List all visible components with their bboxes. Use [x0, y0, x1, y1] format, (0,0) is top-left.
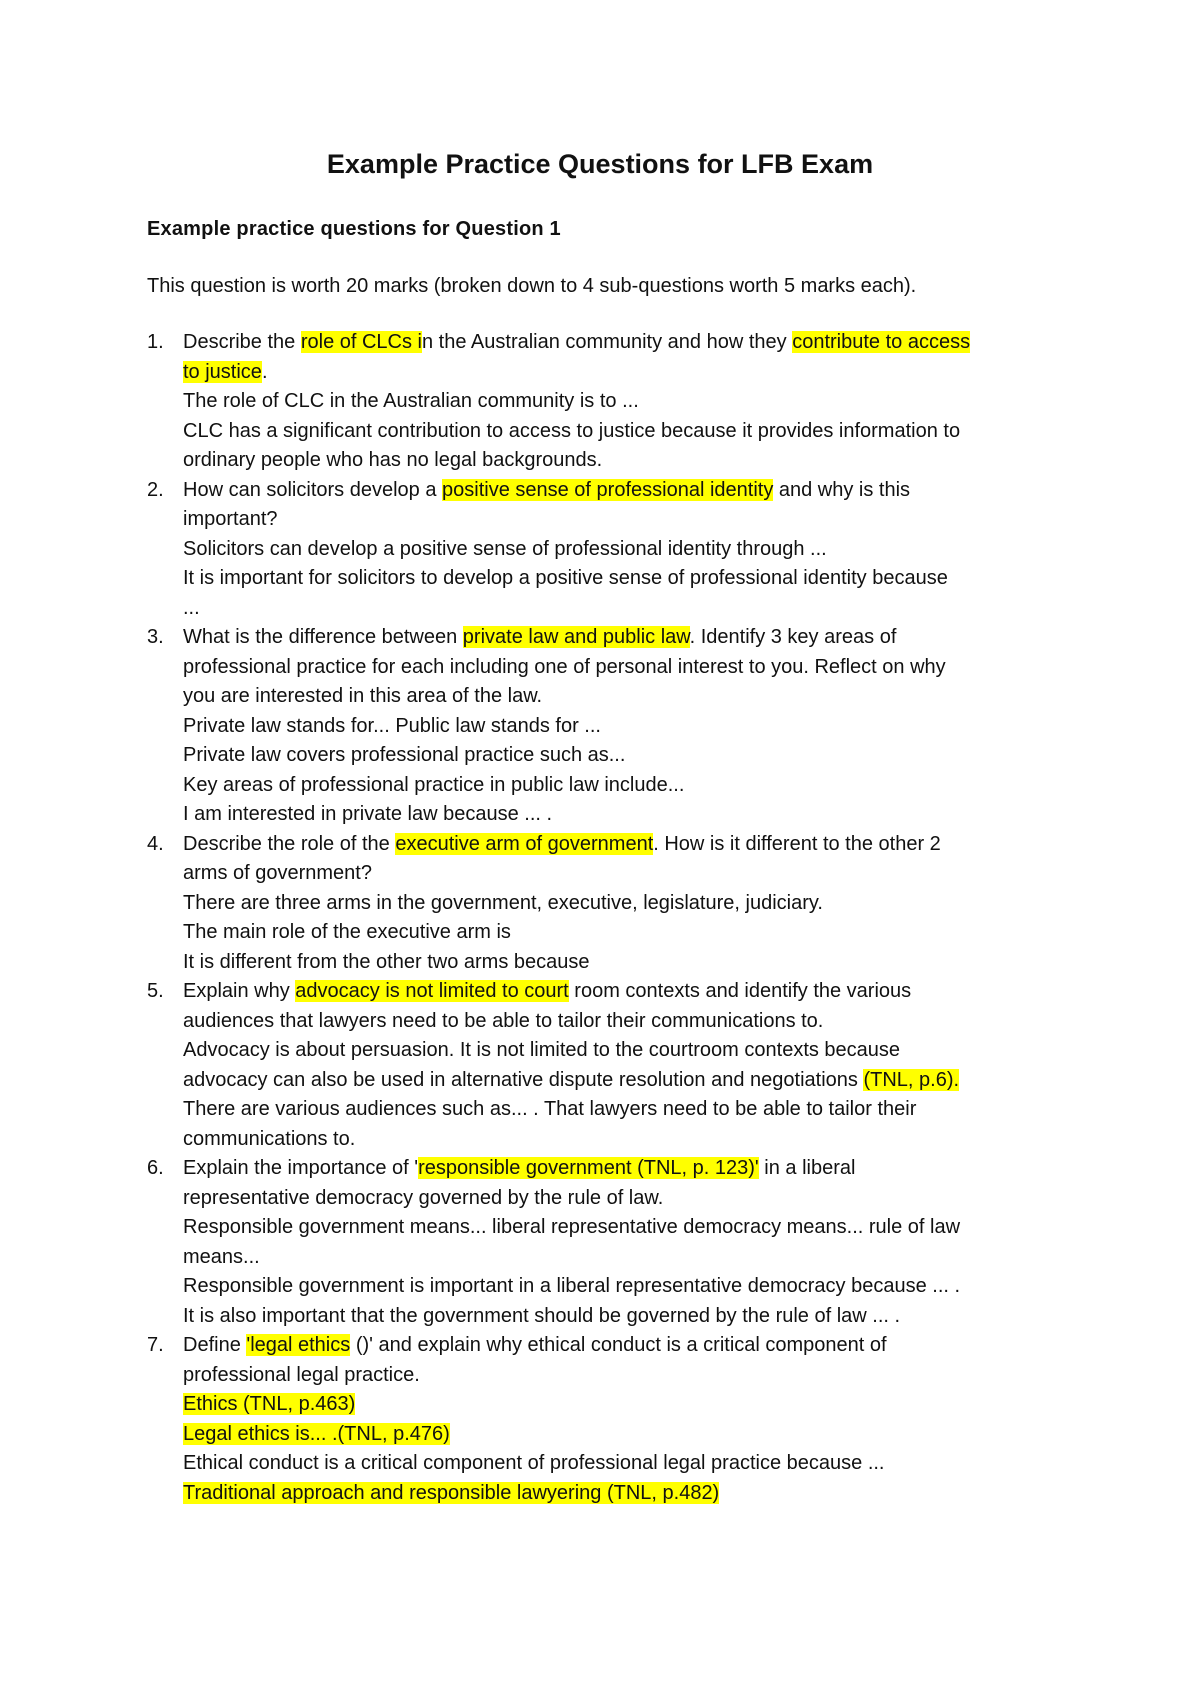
question-line [183, 771, 1067, 801]
text-segment: The role of CLC in the Australian community is to ... [183, 390, 639, 412]
question-list [147, 328, 1067, 1508]
question-line [183, 1243, 1067, 1273]
text-segment: professional practice for each including one of personal interest to you. Reflect on why [183, 655, 946, 678]
question-line [183, 564, 1067, 594]
question-line [183, 1184, 1067, 1214]
highlighted-text: executive arm of government [395, 832, 654, 855]
text-segment: room contexts and identify the various [568, 980, 912, 1002]
question-number: 4. [147, 832, 164, 855]
text-segment: advocacy can also be used in alternative dispute resolution and negotiations [183, 1068, 864, 1091]
question-line [183, 358, 1067, 388]
text-segment: CLC has a significant contribution to access to justice because it provides information to [183, 419, 961, 442]
highlighted-text: to justice [183, 360, 262, 383]
question-line [183, 1154, 1067, 1184]
question-line [183, 1390, 1067, 1420]
question-line [183, 1420, 1067, 1450]
text-segment: professional legal practice. [183, 1363, 420, 1386]
text-segment: Private law covers professional practice such as... [183, 744, 626, 766]
text-segment: . Identify 3 key areas of [689, 626, 897, 648]
question-item-6 [147, 1154, 1067, 1331]
text-segment: audiences that lawyers need to be able to tailor their communications to. [183, 1009, 824, 1032]
question-line [183, 800, 1067, 830]
question-line [183, 682, 1067, 712]
text-segment: How can solicitors develop a [183, 478, 443, 501]
highlighted-text: advocacy is not limited to court [295, 980, 569, 1002]
text-segment: . How is it different to the other 2 [653, 832, 941, 855]
text-segment: ordinary people who has no legal backgrounds. [183, 449, 603, 471]
question-line [183, 505, 1067, 535]
text-segment: Responsible government means... liberal representative democracy means... rule of law [183, 1216, 961, 1238]
text-segment: n the Australian community and how they [422, 331, 793, 353]
text-segment: The main role of the executive arm is [183, 921, 511, 943]
text-segment: What is the difference between [183, 626, 463, 648]
text-segment: It is different from the other two arms because [183, 950, 590, 973]
question-line [183, 594, 1067, 624]
text-segment: Explain the importance of ' [183, 1157, 419, 1179]
text-segment: Ethical conduct is a critical component of professional legal practice because ... [183, 1452, 885, 1474]
text-segment: Advocacy is about persuasion. It is not limited to the courtroom contexts because [183, 1039, 901, 1061]
question-line [183, 1331, 1067, 1361]
question-line [183, 1007, 1067, 1037]
question-line [183, 1479, 1067, 1509]
text-segment: means... [183, 1245, 260, 1268]
question-line [183, 623, 1067, 653]
question-line [183, 328, 1067, 358]
question-line [183, 476, 1067, 506]
text-segment: It is important for solicitors to develop a positive sense of professional identity because [183, 567, 948, 589]
text-segment: Explain why [183, 980, 296, 1002]
question-line [183, 918, 1067, 948]
text-segment: representative democracy governed by the rule of law. [183, 1186, 664, 1209]
text-segment: . [261, 360, 268, 383]
text-segment: Describe the role of the [183, 832, 396, 855]
question-number: 2. [147, 478, 164, 501]
text-segment: Define [183, 1334, 247, 1356]
question-line [183, 446, 1067, 476]
text-segment: There are various audiences such as... . That lawyers need to be able to tailor their [183, 1098, 917, 1120]
intro-paragraph: This question is worth 20 marks (broken down to 4 sub-questions worth 5 marks each). [147, 275, 917, 297]
question-number: 7. [147, 1334, 164, 1356]
highlighted-text: private law and public law [462, 626, 690, 648]
text-segment: ()' and explain why ethical conduct is a critical component of [350, 1334, 887, 1356]
highlighted-text: positive sense of professional identity [442, 478, 774, 501]
question-number: 3. [147, 626, 164, 648]
question-line [183, 1272, 1067, 1302]
text-segment: communications to. [183, 1127, 356, 1150]
text-segment: I am interested in private law because ... . [183, 803, 553, 825]
question-item-7 [147, 1331, 1067, 1508]
question-line [183, 1036, 1067, 1066]
highlighted-text: 'legal ethics [246, 1334, 351, 1356]
question-item-3 [147, 623, 1067, 830]
text-segment: and why is this [773, 478, 911, 501]
question-item-1 [147, 328, 1067, 476]
page-title: Example Practice Questions for LFB Exam [326, 149, 874, 179]
text-segment: Private law stands for... Public law stands for ... [183, 714, 601, 737]
highlighted-text: contribute to access [792, 331, 971, 353]
question-item-4 [147, 830, 1067, 978]
question-line [183, 653, 1067, 683]
question-line [183, 830, 1067, 860]
highlighted-text: Ethics (TNL, p.463) [183, 1393, 356, 1415]
text-segment: important? [183, 508, 278, 530]
question-item-5 [147, 977, 1067, 1154]
highlighted-text: Traditional approach and responsible lawyering (TNL, p.482) [183, 1481, 720, 1504]
question-line [183, 948, 1067, 978]
question-line [183, 387, 1067, 417]
text-segment: Describe the [183, 331, 301, 353]
text-segment: Responsible government is important in a liberal representative democracy because ... . [183, 1275, 961, 1297]
question-number: 5. [147, 980, 164, 1002]
question-line [183, 417, 1067, 447]
question-line [183, 1213, 1067, 1243]
question-line [183, 1302, 1067, 1332]
question-number: 1. [147, 331, 164, 353]
question-line [183, 712, 1067, 742]
text-segment: There are three arms in the government, executive, legislature, judiciary. [183, 891, 823, 914]
question-line [183, 1066, 1067, 1096]
highlighted-text: responsible government (TNL, p. 123)' [418, 1157, 759, 1179]
text-segment: in a liberal [758, 1157, 856, 1179]
text-segment: arms of government? [183, 862, 372, 884]
text-segment: Solicitors can develop a positive sense of professional identity through ... [183, 537, 827, 560]
text-segment: It is also important that the government should be governed by the rule of law ... . [183, 1304, 901, 1327]
text-segment: Key areas of professional practice in public law include... [183, 773, 685, 796]
highlighted-text: Legal ethics is... .(TNL, p.476) [183, 1422, 450, 1445]
question-line [183, 1449, 1067, 1479]
question-line [183, 889, 1067, 919]
question-line [183, 535, 1067, 565]
text-segment: ... [183, 596, 200, 619]
question-number: 6. [147, 1157, 164, 1179]
highlighted-text: (TNL, p.6). [863, 1068, 960, 1091]
question-line [183, 977, 1067, 1007]
question-line [183, 741, 1067, 771]
highlighted-text: role of CLCs i [300, 331, 422, 353]
question-line [183, 859, 1067, 889]
section-heading: Example practice questions for Question 1 [147, 218, 561, 240]
question-item-2 [147, 476, 1067, 624]
text-segment: you are interested in this area of the law. [183, 685, 543, 707]
question-line [183, 1095, 1067, 1125]
question-line [183, 1125, 1067, 1155]
question-line [183, 1361, 1067, 1391]
